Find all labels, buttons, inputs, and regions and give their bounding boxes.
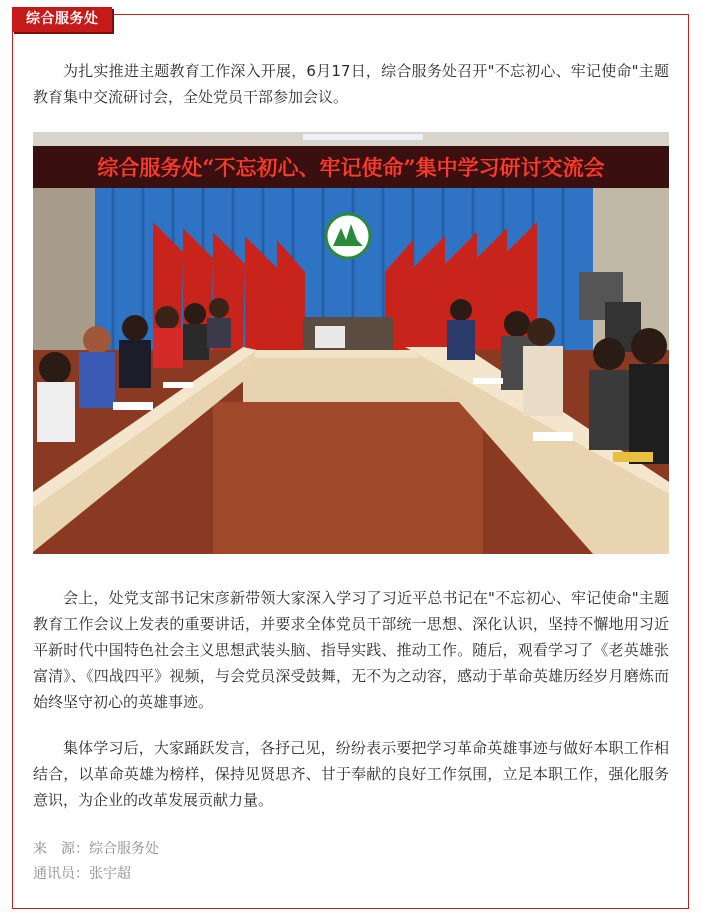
article-paragraph-1: 为扎实推进主题教育工作深入开展，6月17日，综合服务处召开"不忘初心、牢记使命"主题教育集中交流研讨会，全处党员干部参加会议。 bbox=[33, 62, 669, 106]
meeting-photo bbox=[33, 132, 669, 554]
meeting-photo-illustration bbox=[33, 132, 669, 554]
banner-text: 综合服务处“不忘初心、牢记使命”集中学习研讨交流会 bbox=[97, 155, 605, 180]
reporter-line: 通讯员：张宇超 bbox=[33, 866, 131, 882]
source-line: 来 源：综合服务处 bbox=[33, 841, 159, 857]
article-paragraph-3: 集体学习后，大家踊跃发言，各抒己见，纷纷表示要把学习革命英雄事迹与做好本职工作相结合，以革命英雄为榜样，保持见贤思齐、甘于奉献的良好工作氛围，立足本职工作，强化服务意识，为企业的改革发展贡献力量。 bbox=[33, 739, 669, 809]
article-paragraph-2: 会上，处党支部书记宋彦新带领大家深入学习了习近平总书记在"不忘初心、牢记使命"主题教育工作会议上发表的重要讲话，并要求全体党员干部统一思想、深化认识，坚持不懈地用习近平新时代中国特色社会主义思想武装头脑、指导实践、推动工作。随后，观看学习了《老英雄张富清》、《四战四平》视频，与会党员深受鼓舞，无不为之动容，感动于革命英雄历经岁月磨炼而始终坚守初心的英雄事迹。 bbox=[33, 589, 669, 711]
section-tag: 综合服务处 bbox=[12, 7, 112, 32]
